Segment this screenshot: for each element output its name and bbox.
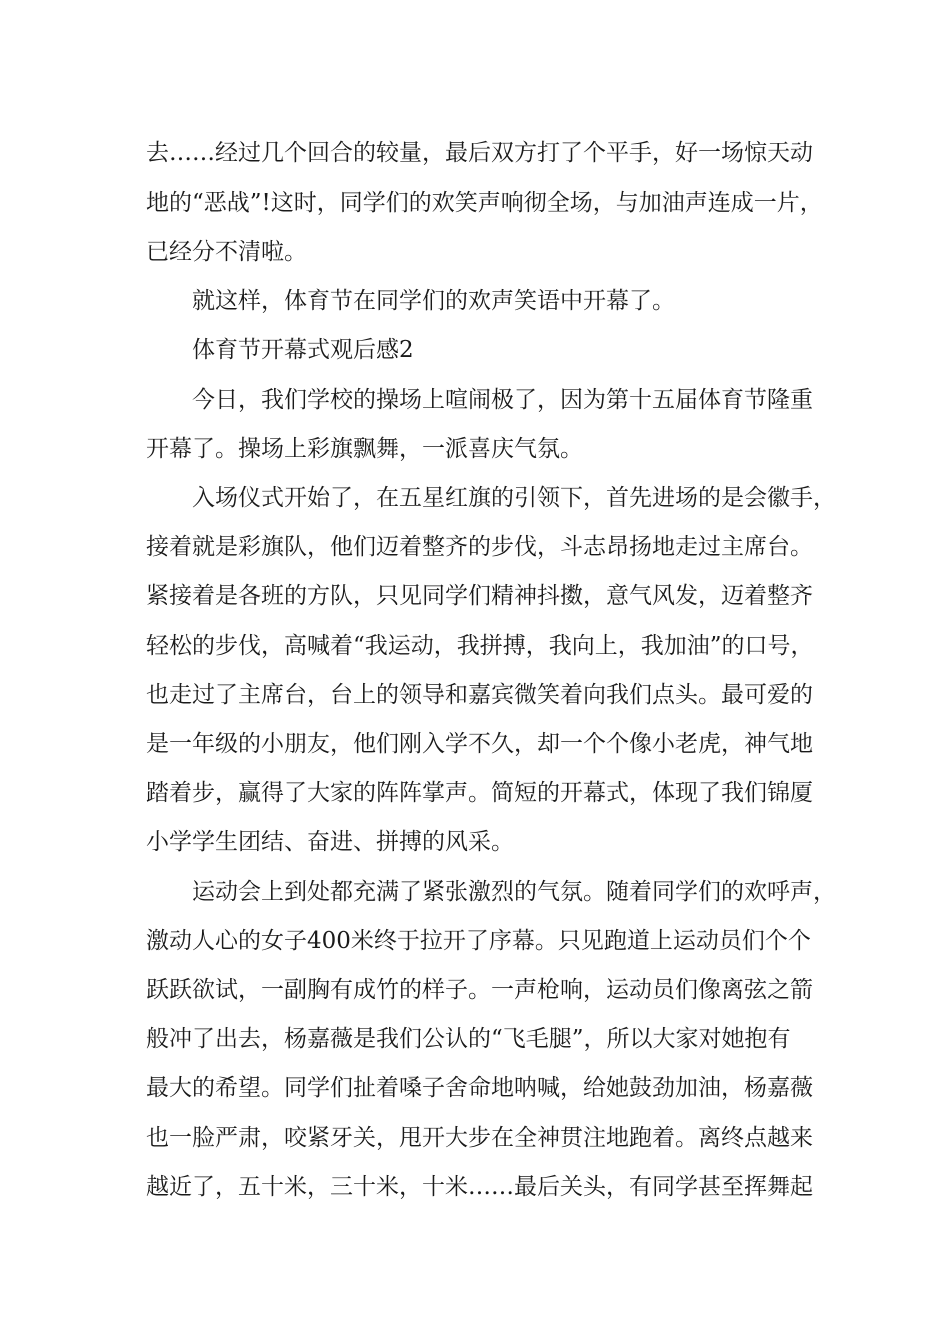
text-line: 小学学生团结、奋进、拼搏的风采。 [146,829,514,855]
paragraph-line: 今日，我们学校的操场上喧闹极了，因为第十五届体育节隆重 [192,387,813,413]
text-line: 紧接着是各班的方队，只见同学们精神抖擞，意气风发，迈着整齐 [146,583,813,609]
paragraph-line: 入场仪式开始了，在五星红旗的引领下，首先进场的是会徽手， [192,485,836,511]
text-line: 越近了，五十米，三十米，十米……最后关头，有同学甚至挥舞起 [146,1174,813,1200]
text-line: 开幕了。操场上彩旗飘舞，一派喜庆气氛。 [146,436,583,462]
paragraph-line: 运动会上到处都充满了紧张激烈的气氛。随着同学们的欢呼声， [192,879,836,905]
text-line: 轻松的步伐，高喊着“我运动，我拼搏，我向上，我加油”的口号， [146,633,814,659]
section-heading: 体育节开幕式观后感2 [192,337,414,363]
text-line: 般冲了出去，杨嘉薇是我们公认的“飞毛腿”，所以大家对她抱有 [146,1026,791,1052]
text-line: 也走过了主席台，台上的领导和嘉宾微笑着向我们点头。最可爱的 [146,682,813,708]
text-line: 激动人心的女子400米终于拉开了序幕。只见跑道上运动员们个个 [146,928,811,954]
text-line: 最大的希望。同学们扯着嗓子舍命地呐喊，给她鼓劲加油，杨嘉薇 [146,1075,813,1101]
paragraph-line: 就这样，体育节在同学们的欢声笑语中开幕了。 [192,288,675,314]
text-line: 接着就是彩旗队，他们迈着整齐的步伐，斗志昂扬地走过主席台。 [146,534,813,560]
text-line: 踏着步，赢得了大家的阵阵掌声。简短的开幕式，体现了我们锦厦 [146,780,813,806]
text-line: 地的“恶战”!这时，同学们的欢笑声响彻全场，与加油声连成一片， [146,190,823,216]
text-line: 已经分不清啦。 [146,239,307,265]
text-line: 是一年级的小朋友，他们刚入学不久，却一个个像小老虎，神气地 [146,731,813,757]
text-line: 跃跃欲试，一副胸有成竹的样子。一声枪响，运动员们像离弦之箭 [146,977,813,1003]
text-line: 去……经过几个回合的较量，最后双方打了个平手，好一场惊天动 [146,140,813,166]
text-line: 也一脸严肃，咬紧牙关，甩开大步在全神贯注地跑着。离终点越来 [146,1125,813,1151]
